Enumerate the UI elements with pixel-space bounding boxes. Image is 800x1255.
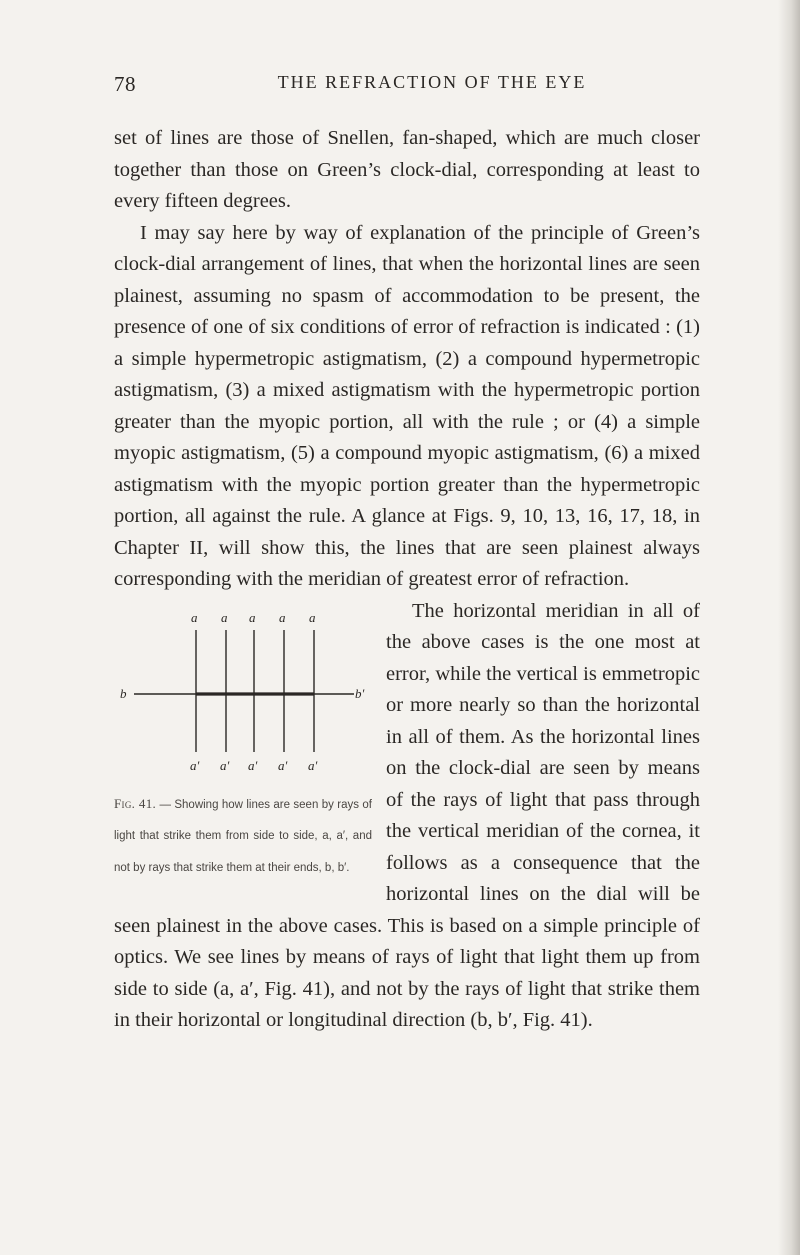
running-head: THE REFRACTION OF THE EYE (277, 72, 587, 92)
figure-caption-text: — Showing how lines are seen by rays of light that strike them from side to side, a, a′, and not by rays that strike them at their ends, b, b′. (114, 798, 372, 874)
top-label-1: a (191, 609, 198, 625)
bottom-label-4: a′ (278, 757, 288, 773)
paragraph-2: I may say here by way of explanation of the principle of Green’s clock-dial arrangement of lines, that when the horizontal lines are seen plainest, assuming no spasm of accommodation to be present, the presence of one of six conditions of error of refraction is indicated : (1) a simple hypermetropic astigmatism, (2) a compound hypermetropic astigmatism, (3) a mixed astigmatism with the hypermetropic portion greater than the myopic portion, all with the rule ; or (4) a simple myopic astigmatism, (5) a compound myopic astigmatism, (6) a mixed astigmatism with the myopic portion greater than the hypermetropic portion, all against the rule. A glance at Figs. 9, 10, 13, 16, 17, 18, in Chapter II, will show this, the lines that are seen plainest always corresponding with the meridian of greatest error of refraction. (114, 221, 700, 590)
paragraph-1: set of lines are those of Snellen, fan-shaped, which are much closer together than those on Green’s clock-dial, corresponding at least to every fifteen degrees. (114, 127, 700, 212)
bottom-label-1: a′ (190, 757, 200, 773)
left-label-b: b (120, 685, 127, 701)
paragraph-3-text: The horizontal meridian in all of the above cases is the one most at error, while the vertical is emmetropic or more nearly so than the horizontal in all of them. As the horizontal lines on the clock-dial are seen by means of the rays of light that pass through the vertical meridian of the cornea, it follows as a consequence that the horizontal lines on the dial will be seen plainest in the above cases. This is based on a simple principle of optics. We see lines by means of rays of light that light them up from side to side (a, a′, Fig. 41), and not by the rays of light that strike them in their horizontal or longitudinal direction (b, b′, Fig. 41). (114, 599, 700, 1031)
bottom-label-3: a′ (248, 757, 258, 773)
page-edge-shadow (778, 0, 800, 1255)
figure-41 (114, 602, 372, 882)
top-label-3: a (249, 609, 256, 625)
top-label-4: a (279, 609, 286, 625)
bottom-label-5: a′ (308, 757, 318, 773)
bottom-label-2: a′ (220, 757, 230, 773)
paragraph-3 (114, 596, 700, 1037)
figure-caption-ref: Fig. 41. (114, 795, 157, 811)
top-label-5: a (309, 609, 316, 625)
page-number: 78 (114, 72, 136, 96)
right-label-b-prime: b′ (355, 685, 365, 701)
top-label-2: a (221, 609, 228, 625)
figure-caption (114, 795, 372, 874)
figure-41-diagram (114, 602, 372, 787)
body-text (114, 123, 700, 1037)
page-header (114, 72, 700, 106)
